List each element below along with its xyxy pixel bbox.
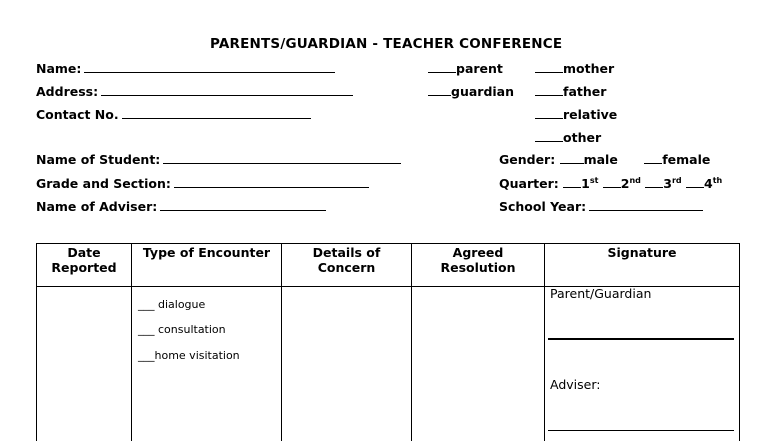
relation-other [535, 130, 601, 145]
mother-label: mother [563, 61, 615, 76]
encounter-dialogue[interactable]: ___ dialogue [138, 298, 206, 311]
encounter-consultation[interactable]: ___ consultation [138, 323, 226, 336]
female-blank[interactable] [644, 152, 662, 164]
other-blank[interactable] [535, 130, 563, 142]
header-date-line1: Date [67, 245, 101, 260]
student-field [36, 152, 401, 167]
father-blank[interactable] [535, 84, 563, 96]
adviser-field [36, 199, 326, 214]
gender-label: Gender: [499, 152, 556, 167]
grade-section-blank[interactable] [174, 176, 369, 188]
header-details-line1: Details of [312, 245, 381, 260]
q4-label: 4 [703, 176, 713, 191]
relation-father [535, 84, 606, 99]
page-title: PARENTS/GUARDIAN - TEACHER CONFERENCE [210, 36, 563, 52]
header-type-of-encounter: Type of Encounter [142, 245, 271, 260]
q3-suffix: rd [671, 175, 682, 185]
relation-relative [535, 107, 617, 122]
signature-parent-line[interactable] [548, 338, 734, 340]
name-blank[interactable] [84, 61, 335, 73]
header-details-line2: Concern [317, 260, 376, 275]
q4-suffix: th [712, 175, 723, 185]
school-year-blank[interactable] [589, 199, 703, 211]
q1-blank[interactable] [563, 176, 581, 188]
guardian-blank[interactable] [428, 84, 451, 96]
header-signature: Signature [607, 245, 677, 260]
quarter-field [499, 176, 722, 191]
quarter-label: Quarter: [499, 176, 559, 191]
table-col-border [544, 243, 545, 441]
guardian-label: guardian [451, 84, 515, 99]
signature-parent-label: Parent/Guardian [550, 286, 652, 301]
address-field [36, 84, 353, 99]
q1-label: 1 [581, 176, 590, 191]
header-date-reported [37, 245, 131, 275]
name-field [36, 61, 335, 76]
q3-blank[interactable] [645, 176, 663, 188]
other-label: other [563, 130, 602, 145]
grade-section-label: Grade and Section: [36, 176, 171, 191]
signature-adviser-label: Adviser: [550, 377, 601, 392]
address-label: Address: [36, 84, 99, 99]
header-date-line2: Reported [51, 260, 117, 275]
address-blank[interactable] [101, 84, 353, 96]
adviser-label: Name of Adviser: [36, 199, 158, 214]
relative-blank[interactable] [535, 107, 563, 119]
q1-suffix: st [589, 175, 599, 185]
table-col-border [739, 243, 740, 441]
table-col-border [131, 243, 132, 441]
encounter-home-visitation[interactable]: ___home visitation [138, 349, 240, 362]
q3-label: 3 [663, 176, 672, 191]
header-agreed-line1: Agreed [452, 245, 504, 260]
student-blank[interactable] [163, 152, 401, 164]
q2-label: 2 [620, 176, 630, 191]
table-top-border [36, 243, 740, 244]
father-label: father [563, 84, 607, 99]
q2-suffix: nd [629, 175, 641, 185]
header-agreed-line2: Resolution [440, 260, 516, 275]
contact-blank[interactable] [122, 107, 311, 119]
relative-label: relative [563, 107, 618, 122]
header-details-of-concern [282, 245, 411, 275]
q2-blank[interactable] [603, 176, 621, 188]
male-label: male [583, 152, 618, 167]
parent-blank[interactable] [428, 61, 456, 73]
gender-field [499, 152, 710, 167]
contact-label: Contact No. [36, 107, 119, 122]
signature-adviser-line[interactable] [548, 430, 734, 431]
mother-blank[interactable] [535, 61, 563, 73]
relation-parent [428, 61, 503, 76]
relation-guardian [428, 84, 514, 99]
name-label: Name: [36, 61, 82, 76]
student-label: Name of Student: [36, 152, 161, 167]
q4-blank[interactable] [686, 176, 704, 188]
school-year-label: School Year: [499, 199, 587, 214]
adviser-blank[interactable] [160, 199, 326, 211]
female-label: female [662, 152, 711, 167]
male-blank[interactable] [560, 152, 584, 164]
contact-field [36, 107, 311, 122]
relation-mother [535, 61, 614, 76]
grade-section-field [36, 176, 369, 191]
header-agreed-resolution [412, 245, 544, 275]
parent-label: parent [456, 61, 503, 76]
school-year-field [499, 199, 703, 214]
